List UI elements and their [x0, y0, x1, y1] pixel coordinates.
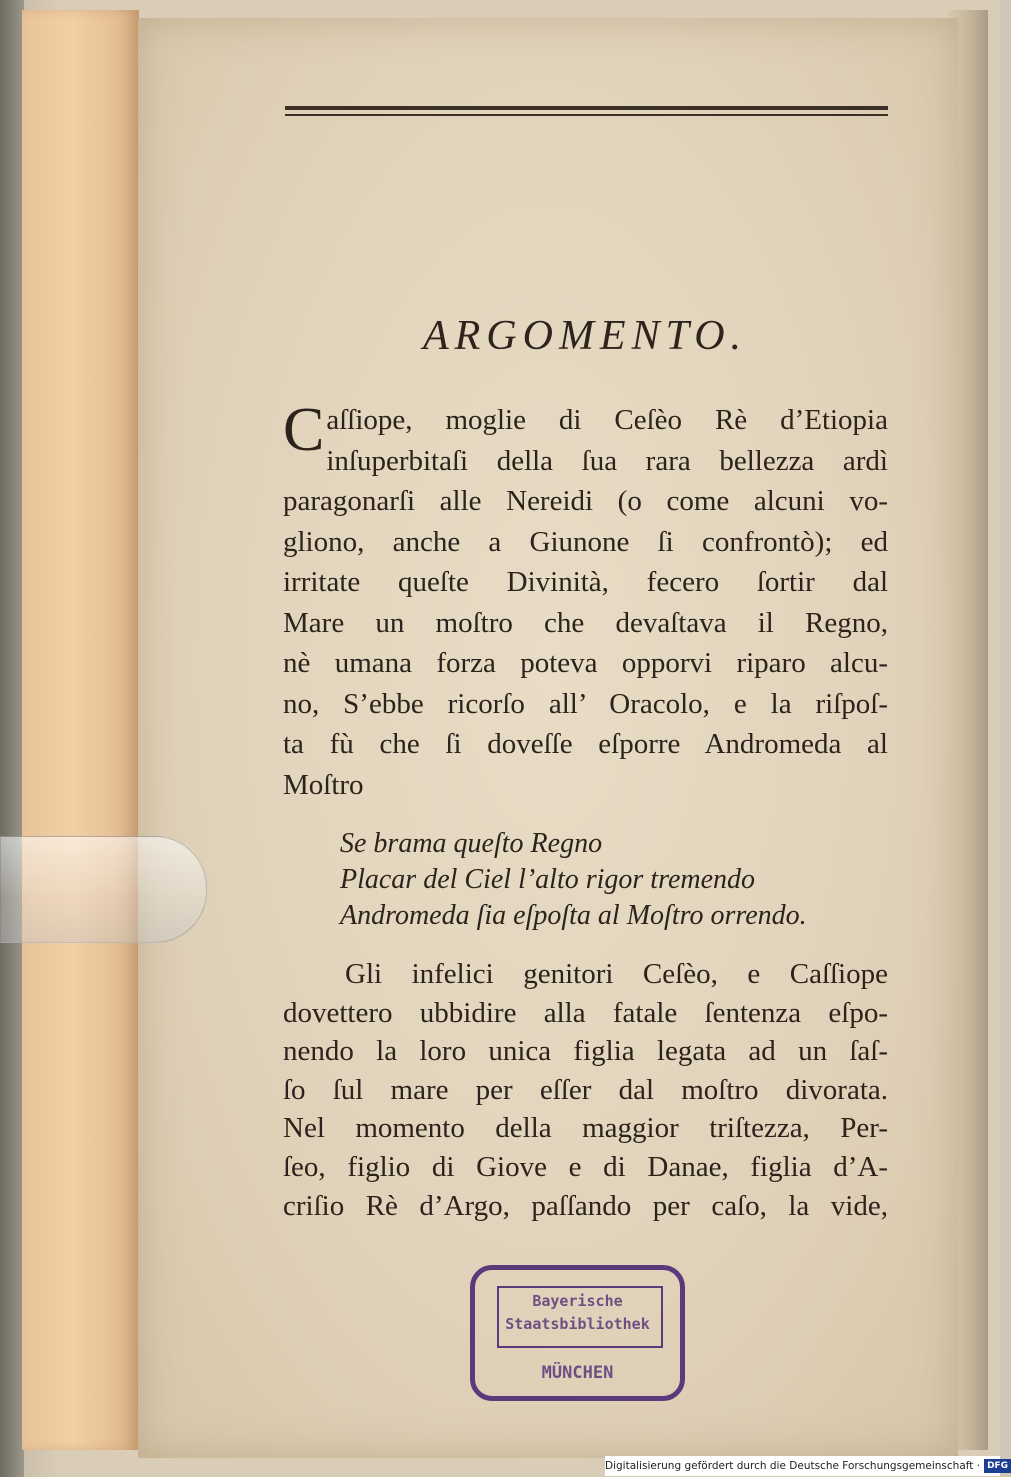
text-line: irritate queſte Divinità, fecero ſortir dal [283, 566, 888, 598]
text-line: paragonarſi alle Nereidi (o come alcuni vo- [283, 485, 888, 517]
digitization-footer [605, 1456, 1009, 1476]
text-line: Mare un moſtro che devaſtava il Regno, [283, 606, 888, 639]
text-line: dovettero ubbidire alla fatale ſentenza eſpo- [283, 996, 888, 1029]
book-binding [22, 10, 139, 1450]
paragraph-1 [283, 396, 888, 805]
text-line: gliono, anche a Giunone ſi confrontò); ed [283, 525, 888, 558]
page-title: ARGOMENTO. [422, 313, 748, 359]
library-stamp [470, 1265, 685, 1401]
text-line: Gli infelici genitori Ceſèo, e Caſſiope [345, 958, 888, 990]
text-line: Moſtro [283, 768, 364, 801]
stamp-line-2: Staatsbibliothek [505, 1315, 650, 1333]
text-line: ſeo, figlio di Giove e di Danae, figlia d’A- [283, 1150, 888, 1183]
dfg-logo: DFG [984, 1459, 1011, 1473]
text-line: no, S’ebbe ricorſo all’ Oracolo, e la riſpoſ- [283, 687, 888, 720]
drop-cap: C [283, 396, 325, 464]
text-line: ſo ſul mare per eſſer dal moſtro divorata. [283, 1073, 888, 1106]
paragraph-2 [283, 955, 888, 1225]
verse-line: Placar del Ciel l’alto rigor tremendo [340, 864, 756, 895]
top-rule [285, 106, 888, 110]
binding-shadow [0, 0, 24, 1477]
verse-quote [340, 826, 900, 934]
top-rule-thin [285, 114, 888, 116]
text-line: criſio Rè d’Argo, paſſando per caſo, la vide, [283, 1189, 888, 1222]
text-line: ta fù che ſi doveſſe eſporre Andromeda al [283, 728, 888, 760]
text-line: Nel momento della maggior triſtezza, Per- [283, 1112, 888, 1145]
footer-text: Digitalisierung gefördert durch die Deutsche Forschungsgemeinschaft · [605, 1460, 981, 1472]
text-line: inſuperbitaſi della ſua rara bellezza ardì [326, 444, 888, 477]
verse-line: Se brama queſto Regno [340, 828, 603, 859]
stamp-line-1: Bayerische [532, 1292, 623, 1310]
text-line: aſſiope, moglie di Ceſèo Rè d’Etiopia [326, 404, 888, 436]
verse-line: Andromeda ſia eſpoſta al Moſtro orrendo. [340, 900, 807, 931]
text-line: nè umana forza poteva opporvi riparo alcu- [283, 647, 888, 679]
glass-page-holder [0, 836, 207, 943]
text-line: nendo la loro unica figlia legata ad un ſaſ- [283, 1035, 888, 1068]
stamp-line-3: MÜNCHEN [541, 1363, 614, 1383]
